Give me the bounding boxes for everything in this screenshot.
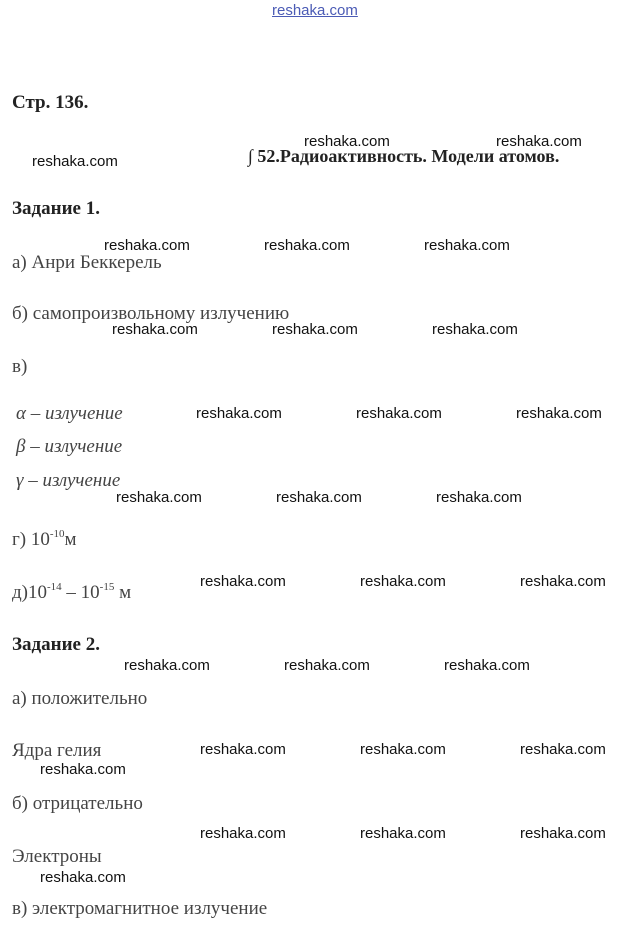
- watermark: reshaka.com: [104, 237, 190, 254]
- watermark: reshaka.com: [284, 657, 370, 674]
- helium-nuclei: Ядра гелия: [12, 740, 102, 761]
- watermark: reshaka.com: [196, 405, 282, 422]
- watermark: reshaka.com: [356, 405, 442, 422]
- task2-heading: Задание 2.: [12, 634, 100, 655]
- task1-answer-v: в): [12, 356, 28, 377]
- watermark: reshaka.com: [360, 573, 446, 590]
- d-prefix: д)10: [12, 582, 47, 603]
- watermark: reshaka.com: [116, 489, 202, 506]
- watermark: reshaka.com: [360, 825, 446, 842]
- watermark: reshaka.com: [124, 657, 210, 674]
- watermark: reshaka.com: [360, 741, 446, 758]
- watermark: reshaka.com: [32, 153, 118, 170]
- watermark: reshaka.com: [520, 825, 606, 842]
- g-prefix: г) 10: [12, 529, 50, 550]
- g-unit: м: [64, 529, 77, 550]
- task1-answer-b: б) самопроизвольному излучению: [12, 303, 290, 324]
- watermark: reshaka.com: [276, 489, 362, 506]
- task1-heading: Задание 1.: [12, 198, 100, 219]
- watermark: reshaka.com: [432, 321, 518, 338]
- task1-answer-a: а) Анри Беккерель: [12, 252, 162, 273]
- electrons: Электроны: [12, 846, 102, 867]
- watermark: reshaka.com: [272, 321, 358, 338]
- watermark: reshaka.com: [112, 321, 198, 338]
- task1-answer-g: [12, 529, 77, 551]
- d-exponent-1: -14: [47, 580, 62, 593]
- watermark: reshaka.com: [264, 237, 350, 254]
- watermark: reshaka.com: [40, 869, 126, 886]
- watermark: reshaka.com: [436, 489, 522, 506]
- section-title: ∫ 52.Радиоактивность. Модели атомов.: [248, 146, 560, 166]
- watermark: reshaka.com: [200, 741, 286, 758]
- watermark: reshaka.com: [496, 133, 582, 150]
- watermark: reshaka.com: [304, 133, 390, 150]
- watermark: reshaka.com: [200, 573, 286, 590]
- task1-answer-d: [12, 582, 131, 604]
- watermark: reshaka.com: [444, 657, 530, 674]
- watermark: reshaka.com: [200, 825, 286, 842]
- d-exponent-2: -15: [99, 580, 115, 593]
- d-unit: м: [114, 582, 132, 603]
- task2-answer-b: б) отрицательно: [12, 793, 143, 814]
- watermark: reshaka.com: [516, 405, 602, 422]
- d-middle: – 10: [61, 582, 100, 603]
- alpha-radiation: α – излучение: [16, 403, 123, 424]
- watermark: reshaka.com: [424, 237, 510, 254]
- gamma-radiation: γ – излучение: [16, 470, 121, 491]
- beta-radiation: β – излучение: [16, 436, 123, 457]
- task2-answer-v: в) электромагнитное излучение: [12, 898, 268, 919]
- task2-answer-a: а) положительно: [12, 688, 148, 709]
- watermark: reshaka.com: [520, 573, 606, 590]
- g-exponent: -10: [49, 527, 65, 540]
- site-link[interactable]: reshaka.com: [272, 2, 358, 19]
- watermark: reshaka.com: [40, 761, 126, 778]
- page-ref: Стр. 136.: [12, 92, 89, 113]
- watermark: reshaka.com: [520, 741, 606, 758]
